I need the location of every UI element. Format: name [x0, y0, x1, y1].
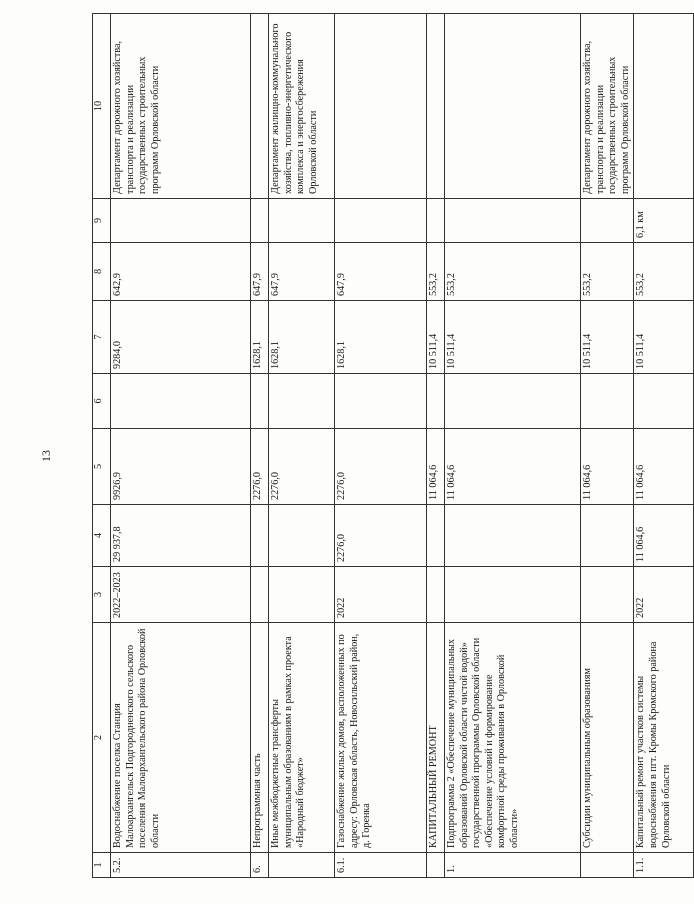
- cell-col-4: [581, 505, 634, 567]
- table-row: [335, 14, 427, 878]
- cell-col-8: 553,2: [427, 243, 445, 301]
- cell-col-10: Департамент дорожного хозяйства, транспорта и реализации государственных строительных программ Орловской области: [581, 14, 634, 199]
- budget-table: [92, 13, 694, 878]
- cell-col-10: Департамент жилищно-коммунального хозяйства, топливно-энергетического комплекса и энергосбережения Орловской области: [269, 14, 335, 199]
- cell-col-2: Субсидии муниципальным образованиям: [581, 623, 634, 853]
- cell-col-9: [251, 199, 269, 243]
- cell-col-2: Подпрограмма 2 «Обеспечение муниципальных образований Орловской области чистой водой» государственной программы Орловской области «Обеспечение условий и формирование комфортной среды проживания в Орловской области»: [445, 623, 581, 853]
- cell-col-3: [581, 567, 634, 623]
- cell-col-3: [445, 567, 581, 623]
- cell-col-5: 2276,0: [335, 429, 427, 505]
- cell-col-9: [269, 199, 335, 243]
- cell-col-7: 10 511,4: [581, 301, 634, 374]
- cell-col-6: 6: [93, 374, 111, 429]
- cell-col-5: 11 064,6: [427, 429, 445, 505]
- cell-col-8: 553,2: [634, 243, 694, 301]
- cell-col-5: 9926,9: [111, 429, 251, 505]
- cell-col-2: Водоснабжение поселка Станция Малоархангельск Подгородненского сельского поселения Малоархангельского района Орловской области: [111, 623, 251, 853]
- cell-col-3: [427, 567, 445, 623]
- cell-col-8: 553,2: [445, 243, 581, 301]
- header-row: [93, 14, 111, 878]
- cell-col-6: [335, 374, 427, 429]
- cell-col-7: 7: [93, 301, 111, 374]
- cell-col-4: [427, 505, 445, 567]
- cell-col-7: 9284,0: [111, 301, 251, 374]
- cell-col-6: [111, 374, 251, 429]
- cell-col-3: [269, 567, 335, 623]
- cell-col-9: [335, 199, 427, 243]
- cell-col-3: 2022: [634, 567, 694, 623]
- cell-col-7: 1628,1: [269, 301, 335, 374]
- table-row: [251, 14, 269, 878]
- cell-col-1: 1.1.: [634, 853, 694, 878]
- cell-col-1: 5.2.: [111, 853, 251, 878]
- cell-col-2: Иные межбюджетные трансферты муниципальным образованиям в рамках проекта «Народный бюджет»: [269, 623, 335, 853]
- cell-col-8: 647,9: [335, 243, 427, 301]
- cell-col-8: 647,9: [251, 243, 269, 301]
- cell-col-6: [251, 374, 269, 429]
- cell-col-3: 3: [93, 567, 111, 623]
- cell-col-5: 11 064,6: [445, 429, 581, 505]
- cell-col-6: [445, 374, 581, 429]
- cell-col-2: Капитальный ремонт участков системы водоснабжения в пгт. Кромы Кромского района Орловской области: [634, 623, 694, 853]
- cell-col-1: [581, 853, 634, 878]
- cell-col-1: 6.: [251, 853, 269, 878]
- cell-col-2: 2: [93, 623, 111, 853]
- cell-col-4: [445, 505, 581, 567]
- cell-col-7: 10 511,4: [445, 301, 581, 374]
- cell-col-10: Департамент дорожного хозяйства, транспорта и реализации государственных строительных программ Орловской области: [111, 14, 251, 199]
- cell-col-9: [581, 199, 634, 243]
- cell-col-4: 4: [93, 505, 111, 567]
- cell-col-8: 553,2: [581, 243, 634, 301]
- cell-col-1: [269, 853, 335, 878]
- table-row: [634, 14, 694, 878]
- rotated-table-wrapper: [92, 14, 694, 878]
- cell-col-4: 11 064,6: [634, 505, 694, 567]
- cell-col-6: [581, 374, 634, 429]
- page-number: 13: [39, 450, 53, 462]
- cell-col-9: [445, 199, 581, 243]
- cell-col-4: 2276,0: [335, 505, 427, 567]
- cell-col-5: 5: [93, 429, 111, 505]
- cell-col-9: [111, 199, 251, 243]
- cell-col-3: 2022: [335, 567, 427, 623]
- table-row: [427, 14, 445, 878]
- cell-col-10: [427, 14, 445, 199]
- cell-col-2: Газоснабжение жилых домов, расположенных по адресу: Орловская область, Новосильский район, д. Горенка: [335, 623, 427, 853]
- cell-col-9: 6,1 км: [634, 199, 694, 243]
- cell-col-7: 10 511,4: [427, 301, 445, 374]
- cell-col-2: Непрограммная часть: [251, 623, 269, 853]
- cell-col-7: 1628,1: [251, 301, 269, 374]
- cell-col-2: КАПИТАЛЬНЫЙ РЕМОНТ: [427, 623, 445, 853]
- cell-col-5: 2276,0: [251, 429, 269, 505]
- cell-col-3: 2022–2023: [111, 567, 251, 623]
- cell-col-10: [335, 14, 427, 199]
- cell-col-10: [634, 14, 694, 199]
- table-row: [581, 14, 634, 878]
- cell-col-10: 10: [93, 14, 111, 199]
- cell-col-5: 2276,0: [269, 429, 335, 505]
- cell-col-7: 1628,1: [335, 301, 427, 374]
- cell-col-6: [634, 374, 694, 429]
- cell-col-1: 6.1.: [335, 853, 427, 878]
- cell-col-6: [427, 374, 445, 429]
- cell-col-9: 9: [93, 199, 111, 243]
- cell-col-1: 1: [93, 853, 111, 878]
- cell-col-4: [251, 505, 269, 567]
- cell-col-3: [251, 567, 269, 623]
- cell-col-1: [427, 853, 445, 878]
- cell-col-8: 647,9: [269, 243, 335, 301]
- cell-col-5: 11 064,6: [634, 429, 694, 505]
- cell-col-7: 10 511,4: [634, 301, 694, 374]
- table-row: [111, 14, 251, 878]
- table-row: [445, 14, 581, 878]
- cell-col-9: [427, 199, 445, 243]
- cell-col-8: 642,9: [111, 243, 251, 301]
- cell-col-1: 1.: [445, 853, 581, 878]
- cell-col-10: [251, 14, 269, 199]
- cell-col-4: 29 937,8: [111, 505, 251, 567]
- cell-col-10: [445, 14, 581, 199]
- cell-col-6: [269, 374, 335, 429]
- cell-col-8: 8: [93, 243, 111, 301]
- cell-col-4: [269, 505, 335, 567]
- cell-col-5: 11 064,6: [581, 429, 634, 505]
- table-row: [269, 14, 335, 878]
